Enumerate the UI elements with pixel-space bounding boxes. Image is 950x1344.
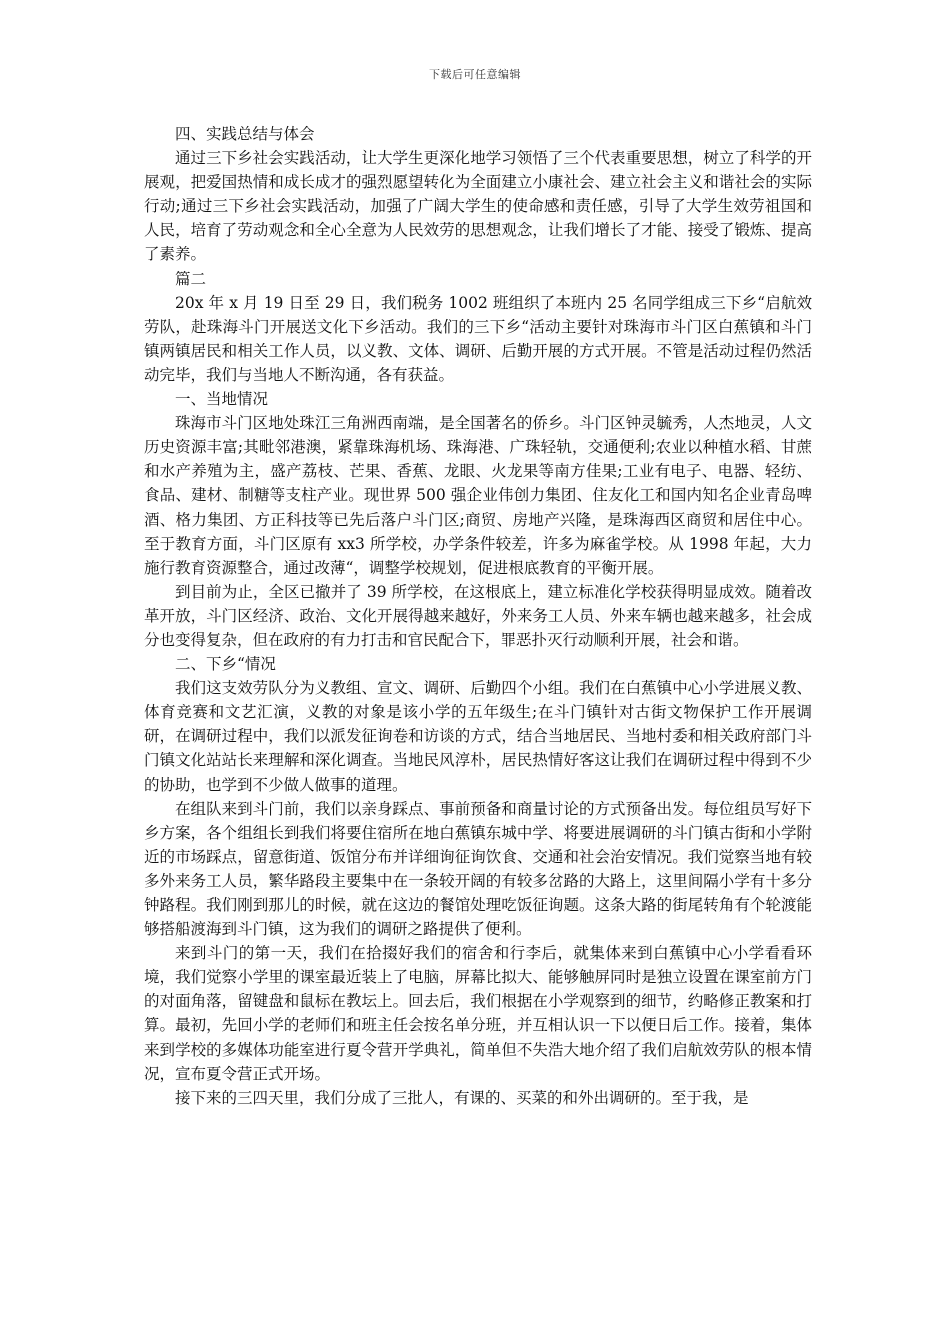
paragraph-intro: 20x 年 x 月 19 日至 29 日，我们税务 1002 班组织了本班内 25 名同学组成三下乡“启航效劳队，赴珠海斗门开展送文化下乡活动。我们的三下乡“活动主要针对珠海市斗门区白蕉镇和斗门镇两镇居民和相关工作人员，以义教、文体、调研、后勤开展的方式开展。不管是活动过程仍然活动完毕，我们与当地人不断沟通，各有获益。 bbox=[144, 293, 812, 384]
paragraph-preparation: 在组队来到斗门前，我们以亲身踩点、事前预备和商量讨论的方式预备出发。每位组员写好下乡方案，各个组组长到我们将要住宿所在地白蕉镇东城中学、将要进展调研的斗门镇古街和小学附近的市场踩点，留意街道、饭馆分布并详细询征询饮食、交通和社会治安情况。我们觉察当地有较多外来务工人员，繁华路段主要集中在一条较开阔的有较多岔路的大路上，这里间隔小学有十多分钟路程。我们刚到那儿的时候，就在这边的餐馆处理吃饭征询题。这条大路的街尾转角有个轮渡能够搭船渡海到斗门镇，这为我们的调研之路提供了便利。 bbox=[144, 799, 812, 939]
section-heading-local-situation: 一、当地情况 bbox=[175, 390, 269, 409]
section-heading-summary: 四、实践总结与体会 bbox=[175, 125, 315, 143]
paragraph-team-groups: 我们这支效劳队分为义教组、宣文、调研、后勤四个小组。我们在白蕉镇中心小学进展义教、体育竞赛和文艺汇演，义教的对象是该小学的五年级生;在斗门镇针对古街文物保护工作开展调研，在调研过程中，我们以派发征询卷和访谈的方式，结合当地居民、当地村委和相关政府部门斗门镇文化站站长来理解和深化调查。当地民风淳朴，居民热情好客这让我们在调研过程中得到不少的协助，也学到不少做人做事的道理。 bbox=[144, 679, 812, 794]
document-body bbox=[144, 122, 812, 1110]
paragraph-summary: 通过三下乡社会实践活动，让大学生更深化地学习领悟了三个代表重要思想，树立了科学的开展观，把爱国热情和成长成才的强烈愿望转化为全面建立小康社会、建立社会主义和谐社会的实际行动;通过三下乡社会实践活动，加强了广阔大学生的使命感和责任感，引导了大学生效劳祖国和人民，培育了劳动观念和全心全意为人民效劳的思想观念，让我们增长了才能、接受了锻炼、提高了素养。 bbox=[144, 149, 812, 264]
paragraph-following-days: 接下来的三四天里，我们分成了三批人，有课的、买菜的和外出调研的。至于我，是 bbox=[175, 1088, 749, 1107]
page-header: 下载后可任意编辑 bbox=[429, 68, 521, 81]
paragraph-first-day: 来到斗门的第一天，我们在拾掇好我们的宿舍和行李后，就集体来到白蕉镇中心小学看看环境，我们觉察小学里的课室最近装上了电脑，屏幕比拟大、能够触屏同时是独立设置在课室前方门的对面角落，留键盘和鼠标在教坛上。回去后，我们根据在小学观察到的细节，约略修正教案和打算。最初，先回小学的老师们和班主任会按名单分班，并互相认识一下以便日后工作。接着，集体来到学校的多媒体功能室进行夏令营开学典礼，简单但不失浩大地介绍了我们启航效劳队的根本情况，宣布夏令营正式开场。 bbox=[144, 944, 812, 1083]
paragraph-local-situation: 珠海市斗门区地处珠江三角洲西南端，是全国著名的侨乡。斗门区钟灵毓秀，人杰地灵，人文历史资源丰富;其毗邻港澳，紧靠珠海机场、珠海港、广珠轻轨，交通便利;农业以种植水稻、甘蔗和水产养殖为主，盛产荔枝、芒果、香蕉、龙眼、火龙果等南方佳果;工业有电子、电器、轻纺、食品、建材、制糖等支柱产业。现世界 500 强企业伟创力集团、住友化工和国内知名企业青岛啤酒、格力集团、方正科技等已先后落户斗门区;商贸、房地产兴隆，是珠海西区商贸和居住中心。至于教育方面，斗门区原有 xx3 所学校，办学条件较差，许多为麻雀学校。从 1998 年起，大力施行教育资源整合，通过改薄“，调整学校规划，促进根底教育的平衡开展。 bbox=[144, 414, 812, 577]
section-heading-part-two: 篇二 bbox=[175, 269, 207, 288]
section-heading-countryside: 二、下乡“情况 bbox=[175, 655, 276, 674]
paragraph-school-consolidation: 到目前为止，全区已撤并了 39 所学校，在这根底上，建立标准化学校获得明显成效。随着改革开放，斗门区经济、政治、文化开展得越来越好，外来务工人员、外来车辆也越来越多，社会成分也变得复杂，但在政府的有力打击和官民配合下，罪恶扑灭行动顺利开展，社会和谐。 bbox=[144, 582, 812, 649]
